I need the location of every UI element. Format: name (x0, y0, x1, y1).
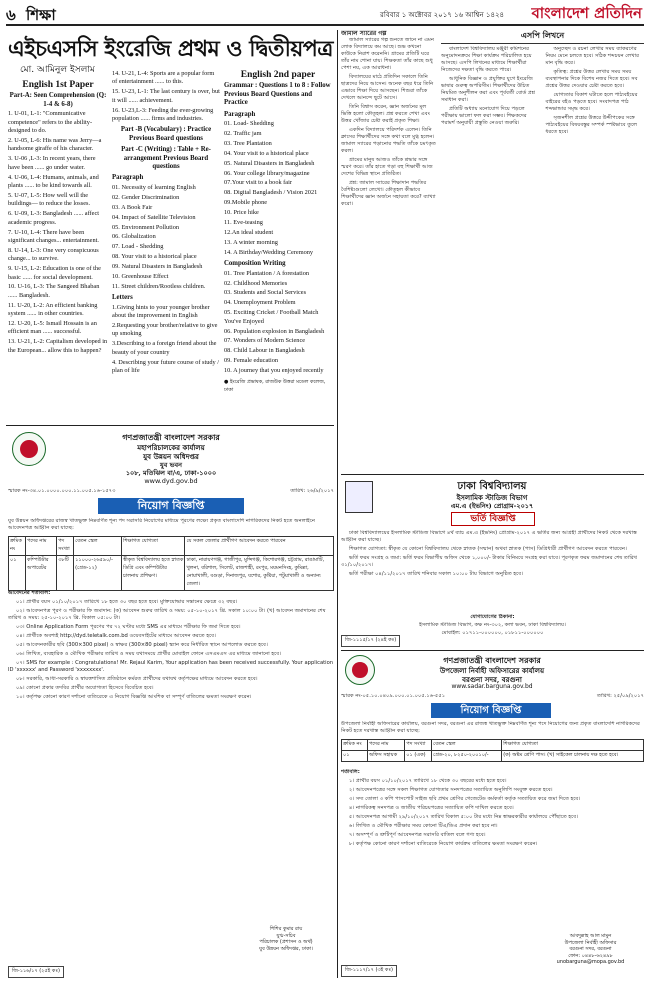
question-item: 9. U-15, L-2: Education is one of the basic ...... for social development. (8, 265, 101, 281)
memo-date: তারিখ: ২৬/৯/২০১৭ (290, 488, 334, 494)
ad3-website-link[interactable]: www.sadar.barguna.gov.bd (451, 683, 533, 690)
question-item: 14. U-21, L-4: Sports are a popular form of entertainment ...... to this. (112, 70, 215, 86)
page-number: ৬ (6, 6, 16, 24)
middle-article (341, 30, 437, 470)
part-a-heading: Part-A: Seen Comprehension (Q: 1-4 & 6-8) (9, 92, 107, 108)
composition-topic: 01. Tree Plantation / A forestation (224, 269, 310, 277)
address: ১০৮, মতিঝিল বা/এ, ঢাকা-১০০০ (125, 469, 217, 477)
condition-item: ০৭। SMS for example : Congratulations! Mr. Rejaul Karim, Your application has been received successfully. Your application ID 'xxxxxx' and Password 'xxxxxxxx'. (8, 660, 334, 673)
admission-body (341, 530, 644, 612)
condition-item: ১। প্রার্থীর বয়স ০১/১০/২০১৭ তারিখে ১৮ থেকে ৩০ বছরের মধ্যে হতে হবে। (349, 778, 507, 784)
ad3-conditions-list (341, 778, 644, 928)
table-cell: ০১ (এক) (405, 751, 432, 762)
paragraph-topic: 04. Your visit to a historical place (224, 149, 309, 157)
table-cell: স্বীকৃত বিশ্ববিদ্যালয় হতে স্নাতক ডিগ্রি এবং কম্পিউটার চালনায় প্রশিক্ষণ। (122, 556, 185, 591)
question-item: 13. U-21, L-2: Capitalism developed in the European... allow this to happen? (8, 338, 108, 354)
table-cell: (ক) অষ্টম শ্রেণি পাস। (খ) সাইকেল চালনায় দক্ষ হতে হবে। (502, 751, 644, 762)
admission-notice-title: ভর্তি বিজ্ঞপ্তি (451, 512, 535, 526)
letter-topic: 1.Giving hints to your younger brother about the improvement in English (112, 303, 210, 320)
unit-name: যুব উন্নয়ন অধিদপ্তর (143, 452, 199, 461)
paragraph-topic: 08. Digital Bangladesh / Vision 2021 (224, 189, 318, 197)
signatory-line: unobarguna@mopa.gov.bd (556, 959, 625, 965)
ad3-conditions-heading: শর্তাবলি: (341, 769, 360, 775)
col2-list (112, 70, 220, 123)
article-byline: মো. আমিনুল ইসলাম (20, 65, 95, 75)
table-cell: ০১ (9, 556, 26, 591)
question-item: 5. U-07, L-5: How well will the buildings— to reduce the losses. (8, 191, 91, 208)
admission-paragraph: ঢাকা বিশ্ববিদ্যালয়ের ইসলামিক স্টাডিজ বিভাগে ৪র্থ ব্যাচ এম.এ (ইভনিং) প্রোগ্রাম-২০১৭ এ ভর্তির জন্য আগ্রহী প্রার্থীদের নিকট থেকে দরখাস্ত আহ্বান করা যাচ্ছে। (341, 530, 637, 543)
question-item: 8. U-14, L-3: One very conspicuous change... to survive. (8, 246, 99, 263)
paragraph-heading: Paragraph (112, 174, 144, 182)
condition-item: ০৪। প্রার্থীকে অবশ্যই http://dyd.teletalk.com.bd ওয়েবসাইটের মাধ্যমে আবেদন করতে হবে। (16, 633, 216, 639)
condition-item: ০৯। কোনো প্রকার তদবির প্রার্থীর অযোগ্যতা হিসেবে বিবেচিত হবে। (16, 685, 154, 691)
section-title: শিক্ষা (26, 6, 56, 24)
table-cell: ঢাকা, নারায়ণগঞ্জ, গাজীপুর, মুন্সিগঞ্জ, কিশোরগঞ্জ, চট্টগ্রাম, রাঙামাটি, খুলনা, বরিশাল, সিলেট, রাজশাহী, রংপুর, ময়মনসিংহ, কুমিল্লা, নোয়াখালী, বগুড়া, দিনাজপুর, যশোর, কুষ্টিয়া, পটুয়াখালী ও অন্যান্য জেলা। (185, 556, 334, 591)
table-header-row (9, 537, 334, 556)
ad1-intro: যুব উন্নয়ন অধিদপ্তরের রাজস্ব খাতভুক্ত নিম্নবর্ণিত শূন্য পদ সরাসরি নিয়োগের মাধ্যমে পূরণের লক্ষ্যে প্রকৃত বাংলাদেশি নাগরিকদের নিকট হতে অনলাইনে আবেদনপত্র আহ্বান করা যাচ্ছে: (8, 518, 315, 531)
ad3-table-row (342, 751, 644, 762)
unit-building: যুব ভবন (160, 461, 182, 469)
letters-list (112, 304, 220, 376)
paragraph-topic: 11. Eve-teasing (224, 219, 263, 227)
signatory-line: যুগ্ম-সচিব (276, 932, 296, 939)
part-b-heading: Part -B (Vocabulary) : Practice Previous Board questions (120, 126, 212, 142)
ad3-date: তারিখ: ২৫/০৯/২০১৭ (597, 693, 644, 699)
article-column-3 (224, 70, 332, 420)
grammar-heading: Grammar : Questions 1 to 8 : Follow Previous Board Questions and Practice (224, 82, 331, 107)
question-item: 3. U-06 ,L-3: In recent years, there have been ...... go under water. (8, 155, 96, 171)
admission-paragraph: শিক্ষাগত যোগ্যতা: স্বীকৃত যে কোনো বিশ্ববিদ্যালয় থেকে স্নাতক (সম্মান) অথবা স্নাতক (পাস) ডিগ্রিধারী প্রার্থীগণ আবেদন করতে পারবেন। (349, 546, 627, 552)
table-header-cell: ক্রমিক নং (342, 740, 368, 751)
ad3-intro: উপজেলা নির্বাহী অফিসারের কার্যালয়, বরগুনা সদর, বরগুনা এর রাজস্ব খাতভুক্ত নিম্নবর্ণিত শূন্য পদে নিয়োগের জন্য প্রকৃত বাংলাদেশি নাগরিকদের নিকট হতে দরখাস্ত আহ্বান করা যাচ্ছে: (341, 721, 640, 734)
admission-paragraph: ভর্তি ফরম সংগ্রহ ও জমা: ভর্তি ফরম বিভাগীয় অফিস থেকে ১,০০০/- টাকার বিনিময়ে সংগ্রহ করা যাবে। পূরণকৃত ফরম জমাদানের শেষ তারিখ ৩১/১০/২০১৭। (341, 555, 638, 568)
composition-topic: 02. Childhood Memories (224, 279, 288, 287)
paragraph-topic: 13. A winter morning (224, 238, 278, 246)
paragraph-topic: 10. Greenhouse Effect (112, 273, 169, 281)
english-1st-paper-heading: English 1st Paper (22, 80, 94, 90)
condition-item: ৪। নাগরিকত্ব সনদপত্র ও জাতীয় পরিচয়পত্রের সত্যায়িত কপি দাখিল করতে হবে। (349, 805, 514, 811)
paragraph-topic: 09.Mobile phone (224, 199, 268, 207)
conditions-list (8, 599, 334, 929)
table-header-cell: পদ সংখ্যা (57, 537, 74, 556)
table-cell: কম্পিউটার অপারেটর (26, 556, 57, 591)
question-item: 1. U-01, L-1: "Communicative competence" refers to the ability-designed to do. (8, 110, 93, 135)
composition-topic: 07. Wonders of Modern Science (224, 337, 306, 345)
paragraph-topic: 09. Natural Disasters in Bangladesh (112, 263, 203, 271)
letter-topic: 3.Describing to a foreign friend about the beauty of your country (112, 340, 217, 356)
contact-heading: যোগাযোগের ঠিকানা: (470, 614, 515, 620)
university-logo-icon (345, 481, 373, 513)
university-name: ঢাকা বিশ্ববিদ্যালয় (457, 481, 527, 492)
condition-item: ৭। অসম্পূর্ণ ও ত্রুটিপূর্ণ আবেদনপত্র সরাসরি বাতিল বলে গণ্য হবে। (349, 832, 486, 838)
composition-topic: 09. Female education (224, 357, 279, 365)
col1-list (8, 110, 108, 355)
right-article-title: এসপি লিখনে (441, 30, 644, 44)
article-paragraph: কৃতিত্ব: প্রশ্নের উত্তর লেখার সময় সময় ব্যবস্থাপনার দিকে বিশেষ নজর দিতে হবে। সব প্রশ্নের উত্তর দেওয়ার চেষ্টা করতে হবে। (545, 69, 638, 89)
ad3-place: বরগুনা সদর, বরগুনা (462, 675, 522, 684)
table-header-cell: শিক্ষাগত যোগ্যতা (122, 537, 185, 556)
govt-title: গণপ্রজাতন্ত্রী বাংলাদেশ সরকার (122, 432, 220, 442)
ad3-notice-title: নিয়োগ বিজ্ঞপ্তি (431, 703, 551, 718)
ad2-code: জি-১১১৫/১৭ (২৪ই কঃ) (341, 635, 400, 647)
admission-paragraph: ভর্তি পরীক্ষা ০৪/১১/২০১৭ তারিখ শনিবার সকাল ১০:০০ টায় বিভাগে অনুষ্ঠিত হবে। (349, 571, 523, 577)
table-cell: ৩৮টি (57, 556, 74, 591)
bangladesh-emblem-icon (12, 432, 46, 466)
column-divider (337, 30, 338, 978)
divider (6, 425, 334, 426)
col2-paragraph-list (112, 184, 220, 291)
ad3-signatory-block (537, 933, 644, 966)
table-header-cell: পদের নাম (26, 537, 57, 556)
paragraph-topic: 02. Traffic jam (224, 129, 262, 137)
signatory-line: যুব উন্নয়ন অধিদপ্তর, ঢাকা। (259, 945, 313, 952)
question-item: 16. U-23,L-3: Feeding the ever-growing population ...... firms and industries. (112, 106, 214, 123)
composition-topic: 06. Population explosion in Bangladesh (224, 327, 325, 335)
article-paragraph: আধুনিক বিজ্ঞান ও প্রযুক্তির যুগে ইংরেজি ভাষার গুরুত্ব অপরিসীম। শিক্ষার্থীদের উচিত নিয়মিত অনুশীলন করা এবং পূর্ববর্তী বোর্ড প্রশ্ন সমাধান করা। (441, 76, 536, 103)
right-article (441, 30, 644, 470)
barguna-job-ad (341, 650, 644, 978)
table-header-cell: যে সকল জেলার প্রার্থীগণ আবেদন করতে পারবেন (185, 537, 334, 556)
condition-item: ০৫। আবেদনকারীর ছবি (300×300 pixel) ও স্বাক্ষর (300×80 pixel) স্ক্যান করে নির্ধারিত স্থানে আপলোড করতে হবে। (16, 642, 268, 648)
letter-topic: 2.Requesting your brother/relative to give up smoking (112, 322, 218, 338)
condition-item: ০২। আবেদনপত্র পূরণ ও পরীক্ষার ফি জমাদান: (ক) আবেদন শুরুর তারিখ ও সময়: ০৫-১০-২০১৭ খ্রি. সকাল ১০:০০ টা। (খ) আবেদন জমাদানের শেষ তারিখ ও সময়: ২৫-১০-২০১৭ খ্রি. বিকাল ০৫:০০ টা। (8, 608, 326, 621)
table-cell: গ্রেড-২০, ৮২৫০-২০০১০/- (432, 751, 502, 762)
article-title: এইচএসসি ইংরেজি প্রথম ও দ্বিতীয়পত্র (8, 36, 333, 62)
paragraph-topic: 11. Street children/Rootless children. (112, 282, 206, 290)
signatory-block (238, 926, 334, 952)
paragraph-topic: 06. Your college library/magazine (224, 169, 310, 177)
condition-item: ০৩। Online Application Form পূরণের পর ৭২ ঘণ্টার মধ্যে SMS এর মাধ্যমে পরীক্ষার ফি জমা দিতে হবে। (16, 624, 241, 630)
ad3-govt-title: গণপ্রজাতন্ত্রী বাংলাদেশ সরকার (443, 655, 541, 665)
article-paragraph: অনুচ্ছেদ ও রচনা লেখার সময় ব্যাকরণের নিয়ম মেনে চলতে হবে। সঠিক শব্দচয়ন লেখার মান বৃদ্ধি করে। (545, 46, 639, 66)
du-admission-ad (341, 474, 644, 646)
paragraph-topic: 07.Your visit to a book fair (224, 179, 292, 187)
article-paragraph: গ্রামের মানুষ আজও তাঁকে শ্রদ্ধার সঙ্গে স্মরণ করে। তাঁর হাতে গড়া বহু শিক্ষার্থী আজ দেশের বিভিন্ন স্থানে প্রতিষ্ঠিত। (341, 157, 433, 177)
question-item: 11. U-20, L-2: An efficient banking system ...... in other countries. (8, 301, 98, 318)
article-paragraph: যোগ্যতার বিকাশ ঘটাতে হলে পাঠ্যবইয়ের বাইরের বইও পড়তে হবে। সংবাদপত্র পাঠ শব্দভান্ডার সমৃদ্ধ করে। (545, 92, 638, 112)
table-header-cell: পদের নাম (367, 740, 404, 751)
col3-paragraph-heading: Paragraph (224, 110, 256, 118)
ad3-code: জি-১১১৭/১৭ (৩ই কঃ) (341, 965, 397, 977)
department-name: ইসলামিক স্টাডিজ বিভাগ (456, 493, 528, 502)
dateline: রবিবার ১ অক্টোবর ২০১৭ ১৬ আশ্বিন ১৪২৪ (380, 11, 505, 19)
question-item: 12. U-20, L-5: Ismail Hossain is an efficient man ...... successful. (8, 320, 97, 336)
letter-topic: 4. Describing your future course of study / plan of life (112, 358, 220, 375)
article-paragraph: তিনি বিশ্বাস করেন, জ্ঞান অর্জনের মূল ভিত্তি হলো কৌতূহল। প্রশ্ন করতে শেখা এবং উত্তর খোঁজার চেষ্টা করাই প্রকৃত শিক্ষা। (341, 104, 430, 124)
ad1-vacancy-table (8, 536, 334, 591)
contact-phone: মোবাইল: ০১৭১১-০০০০০০, ০১৮১১-০০০০০০ (441, 630, 544, 636)
article-paragraph: বিদ্যালয়ের মাঠে প্রতিদিন সকালে তিনি ছাত্রদের নিয়ে আসেন। অনেক বছর ধরে তিনি এভাবে শিক্ষা দিয়ে আসছেন। শিশুরা তাঁকে দেখলে আনন্দে ছুটে আসে। (341, 74, 434, 101)
signatory-line: পরিচালক (প্রশাসন ও অর্থ) (259, 939, 313, 945)
condition-item: ৩। সদ্য তোলা ৩ কপি পাসপোর্ট সাইজ ছবি প্রথম শ্রেণির গেজেটেড কর্মকর্তা কর্তৃক সত্যায়িত করে জমা দিতে হবে। (349, 796, 581, 802)
paragraph-topic: 04. Impact of Satellite Television (112, 213, 196, 221)
ad3-table-header-row (342, 740, 644, 751)
condition-item: ২। আবেদনপত্রের সঙ্গে সকল শিক্ষাগত যোগ্যতার সনদপত্রের সত্যায়িত অনুলিপি সংযুক্ত করতে হবে। (349, 787, 553, 793)
composition-heading: Composition Writing (224, 260, 286, 268)
middle-article-body (341, 37, 437, 467)
signatory-line: উপজেলা নির্বাহী অফিসার (564, 939, 617, 946)
article-paragraph: জামাল স্যারের গল্প শুনতে জানে না এমন লোক বিদ্যালয়ে কম আছে। শুভ কখনো কাউকে নিরাশ করেননি। গ্রামের প্রতিটি ঘরে তাঁর নাম শোনা যায়। শিক্ষকতা তাঁর কাছে শুধু পেশা নয়, এক আরাধনা। (341, 37, 435, 71)
question-item: 2. U-05, L-6: His name was Jerry—a handsome giraffe of his character. (8, 136, 102, 153)
ad3-vacancy-table (341, 739, 644, 762)
composition-topic: 10. A journey that you enjoyed recently (224, 367, 324, 375)
paragraph-topic: 12.An ideal student (224, 229, 274, 236)
part-c-heading: Part -C (Writing) : Table + Re-arrangement Previous Board questions (121, 146, 211, 171)
article-paragraph: সৃজনশীল প্রশ্নের উত্তরে উদ্দীপকের সঙ্গে পাঠ্যবইয়ের বিষয়বস্তুর সম্পর্ক স্পষ্টভাবে তুলে ধরতে হবে। (545, 115, 638, 135)
paragraph-topic: 01. Necessity of learning English (112, 183, 196, 191)
paragraph-topic: 02. Gender Discrimination (112, 193, 180, 201)
paragraph-topic: 10. Price hike (224, 209, 259, 217)
website-link[interactable]: www.dyd.gov.bd (144, 477, 198, 485)
col3-paragraph-list (224, 120, 332, 257)
condition-item: ০৮। সরকারি, আধা-সরকারি ও স্বায়ত্তশাসিত প্রতিষ্ঠানে কর্মরত প্রার্থীদের যথাযথ কর্তৃপক্ষের মাধ্যমে আবেদন করতে হবে। (16, 676, 258, 682)
table-header-cell: বেতন স্কেল (432, 740, 502, 751)
article-paragraph: প্রশ্ন: জামাল স্যারের শিক্ষাদান পদ্ধতির বৈশিষ্ট্যগুলো লেখো। কৌতূহল কীভাবে শিক্ষার্থীদের জ্ঞান অর্জনে সহায়তা করে? ব্যাখ্যা করো। (341, 180, 436, 207)
condition-item: ৮। কর্তৃপক্ষ কোনো কারণ দর্শানো ব্যতিরেকে নিয়োগ কার্যক্রম বাতিলের ক্ষমতা সংরক্ষণ করেন। (349, 841, 538, 847)
paragraph-topic: 07. Load - Shedding (112, 243, 164, 251)
table-header-cell: শিক্ষাগত যোগ্যতা (502, 740, 644, 751)
composition-topic: 08. Child Labour in Bangladesh (224, 347, 305, 355)
middle-article-title: জামাল স্যারের গল্প (341, 30, 387, 37)
english-2nd-paper-heading: English 2nd paper (240, 70, 316, 80)
composition-topic: 05. Exciting Cricket / Football Match You've Enjoyed (224, 309, 319, 325)
dept-name: মহাপরিচালকের কার্যালয় (137, 443, 205, 452)
condition-item: ৫। আবেদনপত্র আগামী ২৯/১০/২০১৭ তারিখ বিকাল ৫:০০ টার মধ্যে নিম্ন স্বাক্ষরকারীর কার্যালয়ে পৌঁছাতে হবে। (349, 814, 578, 820)
article-paragraph: একদিন বিদ্যালয়ে পরিদর্শক এলেন। তিনি ক্লাসের শিক্ষার্থীদের সঙ্গে কথা বলে মুগ্ধ হলেন। জামাল স্যারের পড়ানোর পদ্ধতি তাঁকে চমৎকৃত করল। (341, 127, 436, 154)
paragraph-topic: 05. Natural Disasters in Bangladesh (224, 159, 315, 167)
program-name: এম.এ (ইভনিং) প্রোগ্রাম-২০১৭ (450, 502, 534, 510)
table-cell: অফিস সহায়ক (367, 751, 404, 762)
youth-dept-job-ad (8, 430, 334, 978)
question-item: 4. U-06, L-4: Humans, animals, and plants ...... to be kind towards all. (8, 173, 99, 189)
ad3-memo: স্মারক নং-০৫.১০.০৪০৯.০০০.০১.০০৫.১৬-৫৫১ (341, 693, 446, 699)
table-cell: ০১ (342, 751, 368, 762)
paragraph-topic: 14. A Birthday/Wedding Ceremony (224, 248, 314, 256)
paragraph-topic: 08. Your visit to a historical place (112, 253, 197, 261)
condition-item: ৬। লিখিত ও মৌখিক পরীক্ষার সময় কোনো টিএ/ডিএ প্রদান করা হবে না। (349, 823, 498, 829)
newspaper-masthead: বাংলাদেশ প্রতিদিন (531, 4, 642, 22)
letters-heading: Letters (112, 294, 133, 302)
paragraph-topic: 06. Globalization (112, 233, 156, 241)
paragraph-topic: 05. Environment Pollution (112, 223, 179, 231)
article-paragraph: বাংলাদেশ বিশ্ববিদ্যালয় মঞ্জুরী কমিশনের অনুমোদনক্রমে শিক্ষা কার্যক্রম পরিচালিত হয়ে আসছে। এসপি লিখনের মাধ্যমে শিক্ষার্থীরা নিজেদের দক্ষতা বৃদ্ধি করতে পারে। (441, 46, 532, 73)
condition-item: ০১। প্রার্থীর বয়স ০১/১০/২০১৭ তারিখে ১৮ হতে ৩০ বছর হতে হবে। মুক্তিযোদ্ধার সন্তানের ক্ষেত্রে ৩২ বছর। (16, 599, 238, 605)
table-cell: ১১০০০-২৬৫৯০/- (গ্রেড-১২) (74, 556, 122, 591)
right-article-body (441, 46, 644, 466)
question-item: 15. U-23, L-1: The last century is over, but it will ...... achievement. (112, 88, 220, 104)
table-row (9, 556, 334, 591)
paragraph-topic: 03. A Book Fair (112, 203, 153, 211)
question-item: 7. U-10, L-4: There have been significant changes... entertainment. (8, 228, 99, 244)
condition-item: ১০। কর্তৃপক্ষ কোনো কারণ দর্শানো ব্যতিরেকে এ নিয়োগ বিজ্ঞপ্তি আংশিক বা সম্পূর্ণ বাতিলের ক্ষমতা সংরক্ষণ করেন। (16, 694, 252, 700)
conditions-heading: আবেদনের শর্তাবলি: (8, 590, 51, 596)
notice-title: নিয়োগ বিজ্ঞপ্তি (98, 498, 244, 514)
memo-number: স্মারক নং-৩৪.০১.০০০০.০০০.১১.০০৫.১৬-১৫৭৩ (8, 488, 116, 494)
article-paragraph: প্রতিটি অধ্যায় মনোযোগ দিয়ে পড়লে পরীক্ষায় ভালো ফল করা সম্ভব। শিক্ষকদের পরামর্শ অনুযায়ী প্রস্তুতি নেওয়া জরুরি। (441, 106, 527, 126)
table-header-cell: বেতন স্কেল (74, 537, 122, 556)
paragraph-topic: 03. Tree Plantation (224, 139, 272, 147)
govt-emblem-icon (345, 655, 375, 685)
condition-item: ০৬। লিখিত, ব্যবহারিক ও মৌখিক পরীক্ষার তারিখ ও সময় যথাসময়ে প্রার্থীর মোবাইল ফোনে এসএমএস এর মাধ্যমে জানানো হবে। (16, 651, 281, 657)
ad-code: জি-১১৬/১৭ (২৫ই কঃ) (8, 966, 64, 978)
article-column-1 (8, 80, 108, 420)
table-header-cell: ক্রমিক নং (9, 537, 26, 556)
ad3-office: উপজেলা নির্বাহী অফিসারের কার্যালয় (439, 666, 545, 675)
article-column-2 (112, 70, 220, 420)
contact-address: ইসলামিক স্টাডিজ বিভাগ, কক্ষ নং-৩০২, কলা ভবন, ঢাকা বিশ্ববিদ্যালয়। (419, 622, 566, 628)
composition-topic: 04. Unemployment Problem (224, 299, 296, 307)
signatory-line: ফোন: ০৪৪৮-৬২৪৯৮ (568, 952, 613, 959)
signatory-line: শিশির কুমার রায় (269, 926, 303, 932)
table-header-cell: পদ সংখ্যা (405, 740, 432, 751)
paragraph-topic: 01. Load- Shedding (224, 120, 274, 128)
signatory-line: বরগুনা সদর, বরগুনা (569, 946, 612, 952)
author-note: ● ইংরেজি প্রভাষক, রাজউক উত্তরা মডেল কলেজ, ঢাকা (224, 378, 326, 393)
question-item: 6. U-09, L-3: Bangladesh ...... affect academic progress. (8, 210, 99, 226)
composition-list (224, 270, 332, 376)
composition-topic: 03. Students and Social Services (224, 289, 307, 297)
signatory-line: আবদুল্লাহ আল মামুন (569, 933, 612, 939)
question-item: 10. U-16, L-3: The Sangeed Bhaban ...... Bangladesh. (8, 283, 100, 299)
